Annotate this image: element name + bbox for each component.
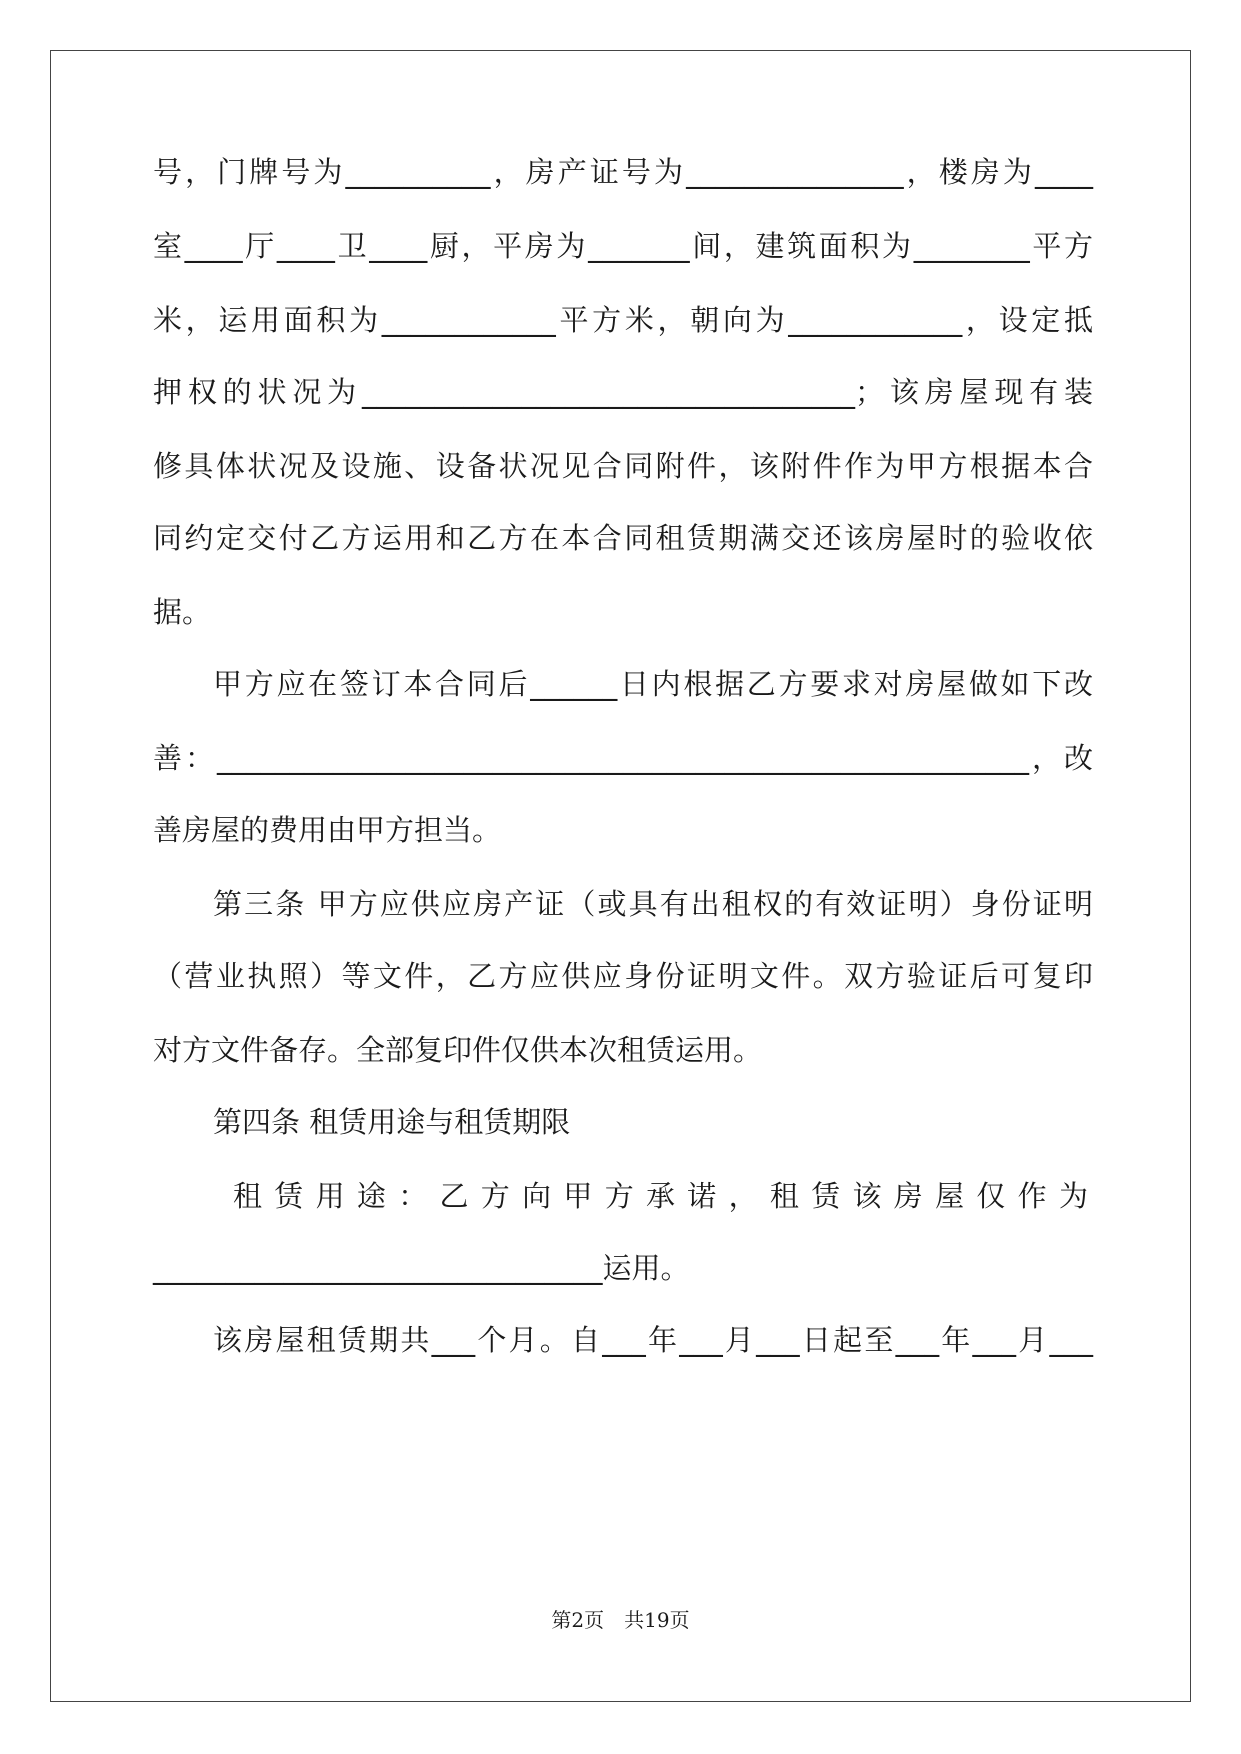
page-border xyxy=(50,50,1191,1702)
text-line-7: 据。 xyxy=(153,595,212,629)
text-line-1: 号，门牌号为__________，房产证号为_______________，楼房为____ xyxy=(153,155,1093,189)
text-line-3: 米，运用面积为____________平方米，朝向为____________，设定抵 xyxy=(153,303,1093,337)
text-line-5: 修具体状况及设施、设备状况见合同附件，该附件作为甲方根据本合 xyxy=(153,449,1093,483)
text-line-improvement-cost: 善房屋的费用由甲方担当。 xyxy=(153,813,502,847)
article-3-heading: 第三条 甲方应供应房产证（或具有出租权的有效证明）身份证明 xyxy=(213,887,1093,921)
text-line-article-3-3: 对方文件备存。全部复印件仅供本次租赁运用。 xyxy=(153,1033,763,1067)
article-4-heading: 第四条 租赁用途与租赁期限 xyxy=(213,1105,571,1139)
text-line-6: 同约定交付乙方运用和乙方在本合同租赁期满交还该房屋时的验收依 xyxy=(153,521,1093,555)
paragraph-improvement: 甲方应在签订本合同后______日内根据乙方要求对房屋做如下改 xyxy=(213,667,1093,701)
text-line-lease-purpose: 租赁用途：乙方向甲方承诺，租赁该房屋仅作为 xyxy=(233,1179,1093,1213)
text-line-lease-purpose-blank: _______________________________运用。 xyxy=(153,1251,690,1285)
text-line-4: 押权的状况为__________________________________；该房屋现有装 xyxy=(153,375,1093,409)
text-line-lease-term: 该房屋租赁期共___个月。自___年___月___日起至___年___月___ xyxy=(213,1323,1093,1357)
text-line-article-3-2: （营业执照）等文件，乙方应供应身份证明文件。双方验证后可复印 xyxy=(153,959,1093,993)
text-line-2: 室____厅____卫____厨，平房为_______间，建筑面积为________平方 xyxy=(153,229,1093,263)
text-line-improvement-blank: 善：________________________________________________________，改 xyxy=(153,741,1093,775)
page-number-footer: 第2页 共19页 xyxy=(551,1608,690,1632)
